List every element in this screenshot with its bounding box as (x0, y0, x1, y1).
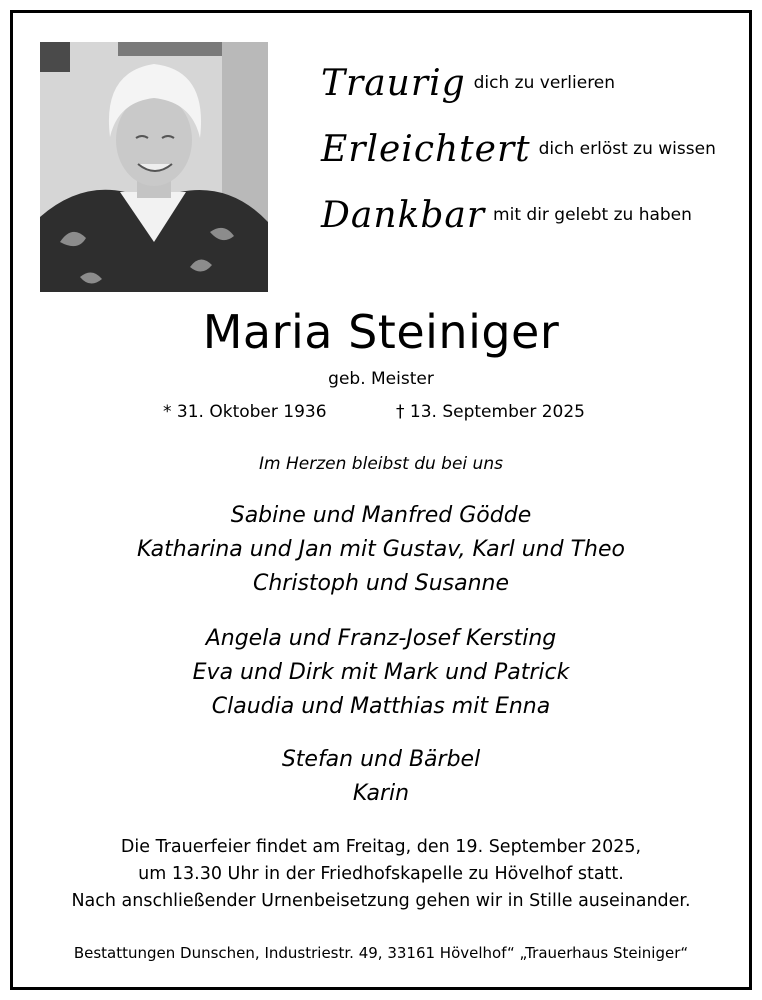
verse-line (321, 50, 741, 116)
family-group (13, 743, 749, 811)
verse-script-word: Traurig (321, 62, 466, 104)
portrait-photo (40, 42, 268, 292)
family-line: Christoph und Susanne (252, 571, 510, 596)
family-line: Eva und Dirk mit Mark und Patrick (192, 660, 570, 685)
verse-script-word: Dankbar (321, 194, 486, 236)
verse-line (321, 116, 741, 182)
family-line: Angela und Franz-Josef Kersting (205, 626, 557, 651)
family-group (13, 622, 749, 724)
motto: Im Herzen bleibst du bei uns (259, 454, 503, 474)
verse-line (321, 182, 741, 248)
verse-script-word: Erleichtert (321, 128, 531, 170)
deceased-name: Maria Steiniger (202, 305, 560, 359)
verse-text: dich zu verlieren (473, 73, 616, 93)
funeral-home-footer: Bestattungen Dunschen, Industriestr. 49, 33161 Hövelhof“ „Trauerhaus Steiniger“ (73, 944, 689, 962)
obituary-frame (10, 10, 752, 990)
family-line: Katharina und Jan mit Gustav, Karl und Theo (137, 537, 625, 562)
verse-block (321, 50, 741, 248)
birth-name: geb. Meister (328, 369, 434, 389)
funeral-notice (13, 834, 749, 915)
notice-line: Nach anschließender Urnenbeisetzung gehen wir in Stille auseinander. (71, 891, 691, 911)
notice-line: um 13.30 Uhr in der Friedhofskapelle zu Hövelhof statt. (138, 864, 624, 884)
verse-text: dich erlöst zu wissen (538, 139, 716, 159)
verse-text: mit dir gelebt zu haben (493, 205, 692, 225)
family-line: Sabine und Manfred Gödde (230, 503, 532, 528)
family-line: Claudia und Matthias mit Enna (211, 694, 551, 719)
family-group (13, 499, 749, 601)
birth-date: * 31. Oktober 1936 (163, 402, 327, 422)
family-line: Karin (352, 781, 410, 806)
death-date: † 13. September 2025 (396, 402, 585, 422)
notice-line: Die Trauerfeier findet am Freitag, den 19. September 2025, (120, 837, 642, 857)
portrait-image (40, 42, 268, 292)
family-line: Stefan und Bärbel (281, 747, 481, 772)
